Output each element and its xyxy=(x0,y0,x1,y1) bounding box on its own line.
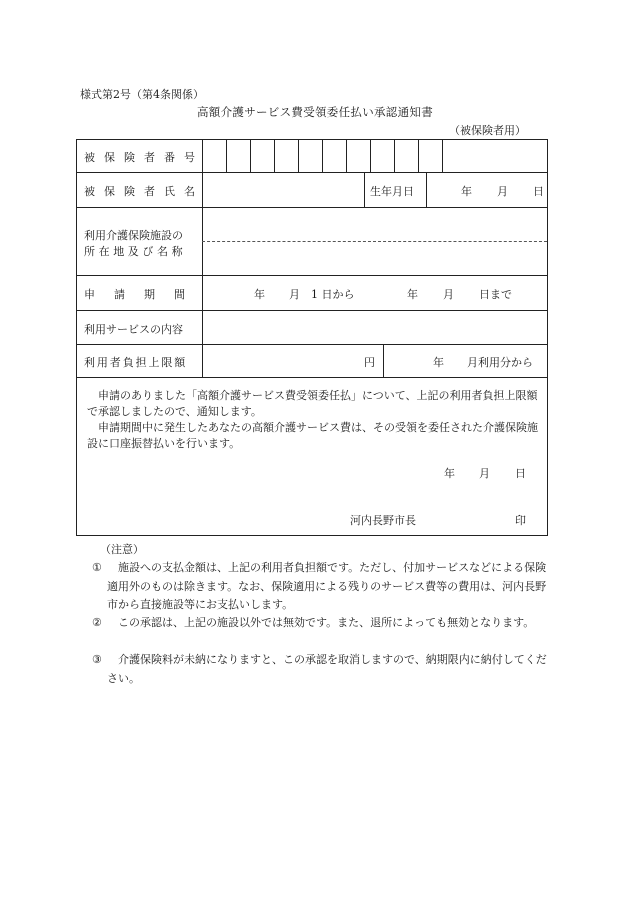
period-to-year-unit: 年 xyxy=(407,288,418,301)
insured-name-row xyxy=(77,173,547,208)
notice-paragraph-1: 申請のありました「高額介護サービス費受領委任払」について、上記の利用者負担上限額で承認しましたので、通知します。 xyxy=(87,389,538,418)
period-to-day-unit: 日まで xyxy=(479,288,512,301)
note-number: ② xyxy=(92,616,102,629)
insured-number-field[interactable] xyxy=(203,140,442,172)
note-item-2 xyxy=(92,614,554,633)
insured-name-field[interactable] xyxy=(203,173,363,207)
birth-date-label: 生年月日 xyxy=(370,185,414,198)
period-from-month-unit: 月 xyxy=(289,288,300,301)
service-content-row xyxy=(77,311,547,345)
note-text: 介護保険料が未納になりますと、この承認を取消しますので、納期限内に納付してください。 xyxy=(107,653,547,685)
burden-limit-amount-field[interactable] xyxy=(203,345,381,377)
period-label: 申請期間 xyxy=(84,288,204,301)
period-to-month-unit: 月 xyxy=(443,288,454,301)
insured-number-row xyxy=(77,140,547,173)
facility-row xyxy=(77,208,547,276)
period-from-year-unit: 年 xyxy=(254,288,265,301)
copy-label: （被保険者用） xyxy=(449,124,526,137)
insured-name-label: 被保険者氏名 xyxy=(84,185,204,198)
birth-day-unit: 日 xyxy=(533,185,544,198)
limit-year-unit: 年 xyxy=(433,356,444,369)
period-from-day-unit: 1 日から xyxy=(311,288,355,301)
note-text: 施設への支払金額は、上記の利用者負担額です。ただし、付加サービスなどによる保険適用外のものは除きます。なお、保険適用による残りのサービス費等の費用は、河内長野市から直接施設等にお支払いします。 xyxy=(107,561,547,611)
facility-label-line1: 利用介護保険施設の xyxy=(84,229,183,242)
burden-limit-label: 利用者負担上限額 xyxy=(84,356,188,369)
note-item-1 xyxy=(92,559,554,615)
insured-number-label: 被保険者番号 xyxy=(84,151,204,164)
birth-year-unit: 年 xyxy=(461,185,472,198)
notice-paragraph-2: 申請期間中に発生したあなたの高額介護サービス費は、その受領を委任された介護保険施設に口座振替払いを行います。 xyxy=(87,421,538,450)
note-item-3 xyxy=(92,651,554,688)
notice-form-frame xyxy=(76,139,548,536)
yen-unit: 円 xyxy=(364,356,375,369)
facility-name-field[interactable] xyxy=(203,242,547,275)
limit-from-month-text: 月利用分から xyxy=(467,356,533,369)
birth-month-unit: 月 xyxy=(497,185,508,198)
notice-date-month-unit: 月 xyxy=(479,467,490,480)
note-number: ① xyxy=(92,561,102,574)
facility-address-field[interactable] xyxy=(203,208,547,241)
service-content-field[interactable] xyxy=(203,311,547,344)
seal-mark: 印 xyxy=(515,514,526,527)
form-number: 様式第2号（第4条関係） xyxy=(80,88,204,101)
issuer-name: 河内長野市長 xyxy=(350,514,416,527)
note-number: ③ xyxy=(92,653,102,666)
notice-body xyxy=(77,378,547,535)
application-period-row xyxy=(77,276,547,311)
facility-label-line2: 所在地及び名称 xyxy=(84,245,187,258)
service-content-label: 利用サービスの内容 xyxy=(84,323,183,336)
note-text: この承認は、上記の施設以外では無効です。また、退所によっても無効となります。 xyxy=(118,616,535,629)
burden-limit-row xyxy=(77,345,547,378)
notice-date-day-unit: 日 xyxy=(515,467,526,480)
notice-date-year-unit: 年 xyxy=(444,467,455,480)
document-title: 高額介護サービス費受領委任払い承認通知書 xyxy=(197,105,433,119)
notes-header: （注意） xyxy=(100,543,144,556)
